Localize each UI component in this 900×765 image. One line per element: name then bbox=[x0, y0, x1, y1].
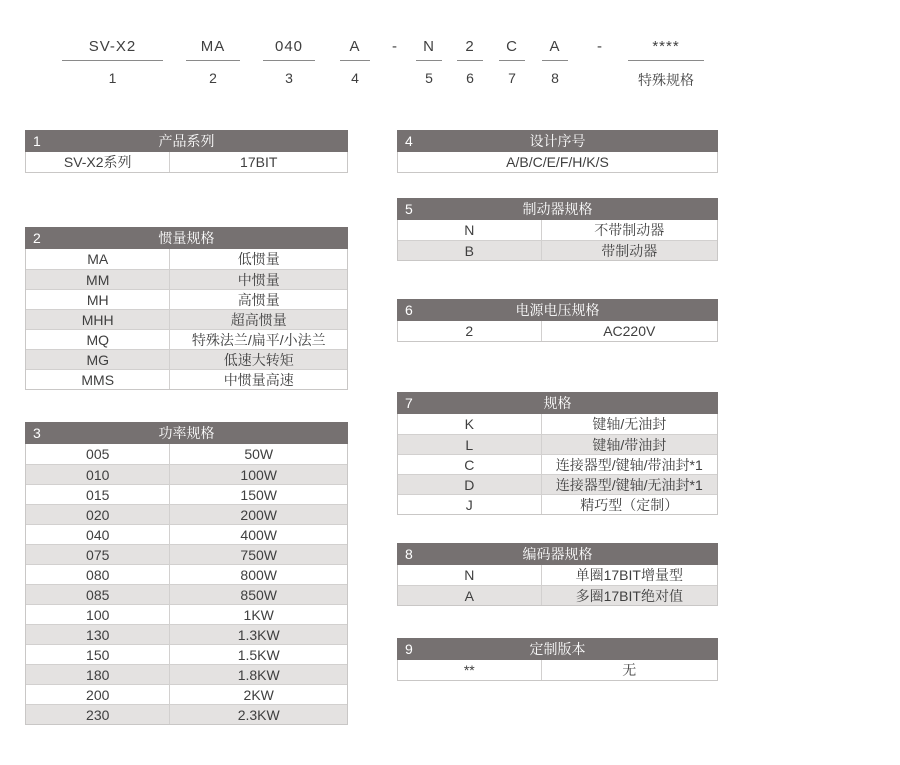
table-cell: 2.3KW bbox=[237, 707, 280, 723]
table-body bbox=[397, 414, 718, 515]
table-row bbox=[26, 624, 347, 644]
table-number: 2 bbox=[33, 230, 41, 246]
table-row bbox=[26, 644, 347, 664]
table-cell: 1.3KW bbox=[237, 627, 280, 643]
code-number: 特殊规格 bbox=[638, 72, 694, 88]
table-cell: 中惯量 bbox=[237, 272, 280, 288]
code-number: 8 bbox=[551, 70, 559, 86]
table-cell: 键轴/带油封 bbox=[592, 437, 667, 453]
table-row bbox=[26, 309, 347, 329]
table-row bbox=[26, 329, 347, 349]
table-body bbox=[25, 152, 348, 173]
table-row bbox=[26, 504, 347, 524]
table-cell: J bbox=[398, 495, 542, 514]
table-cell: 1.5KW bbox=[237, 647, 280, 663]
code-segment bbox=[499, 34, 525, 86]
table-title: 定制版本 bbox=[529, 641, 586, 657]
table-cell: 低速大转矩 bbox=[223, 352, 294, 368]
code-number: 4 bbox=[351, 70, 359, 86]
table-body bbox=[397, 152, 718, 173]
table-body bbox=[25, 444, 348, 725]
table-row bbox=[398, 660, 717, 680]
table-header bbox=[397, 299, 718, 321]
table-cell: AC220V bbox=[603, 323, 656, 339]
code-text: MA bbox=[186, 34, 240, 61]
table-cell: 低惯量 bbox=[237, 251, 280, 267]
table-row bbox=[398, 414, 717, 434]
table-cell: 键轴/无油封 bbox=[592, 416, 667, 432]
table-cell: 130 bbox=[26, 625, 170, 644]
table-cell: 100 bbox=[26, 605, 170, 624]
table-row bbox=[398, 240, 717, 260]
table-cell: MMS bbox=[26, 370, 170, 389]
table-number: 9 bbox=[405, 641, 413, 657]
table-cell: 080 bbox=[26, 565, 170, 584]
table-row bbox=[26, 249, 347, 269]
table-header bbox=[25, 227, 348, 249]
table-cell: 1.8KW bbox=[237, 667, 280, 683]
table-title: 编码器规格 bbox=[522, 546, 593, 562]
table-number: 8 bbox=[405, 546, 413, 562]
table-title: 规格 bbox=[543, 395, 572, 411]
table-row bbox=[26, 704, 347, 724]
table-shaft-spec bbox=[397, 392, 718, 515]
table-cell: N bbox=[398, 565, 542, 585]
table-product-series bbox=[25, 130, 348, 173]
table-number: 1 bbox=[33, 133, 41, 149]
table-cell: 085 bbox=[26, 585, 170, 604]
table-title: 制动器规格 bbox=[522, 201, 593, 217]
table-row bbox=[398, 494, 717, 514]
code-number: 1 bbox=[108, 70, 117, 86]
table-cell: MA bbox=[26, 249, 170, 269]
code-segment bbox=[186, 34, 240, 86]
table-cell: 单圈17BIT增量型 bbox=[575, 567, 683, 583]
table-title: 设计序号 bbox=[529, 133, 586, 149]
code-text: A bbox=[340, 34, 370, 61]
table-cell: 50W bbox=[244, 446, 274, 462]
code-number: 7 bbox=[508, 70, 516, 86]
table-row bbox=[26, 604, 347, 624]
table-cell: 150W bbox=[240, 487, 277, 503]
table-cell: 180 bbox=[26, 665, 170, 684]
code-segment bbox=[340, 34, 370, 86]
code-number: 5 bbox=[425, 70, 433, 86]
table-row bbox=[26, 289, 347, 309]
code-number: 3 bbox=[285, 70, 293, 86]
table-header bbox=[25, 130, 348, 152]
table-row bbox=[398, 565, 717, 585]
table-number: 4 bbox=[405, 133, 413, 149]
code-segment bbox=[416, 34, 442, 86]
table-cell: 超高惯量 bbox=[230, 312, 287, 328]
table-cell: N bbox=[398, 220, 542, 240]
code-segment bbox=[62, 34, 163, 86]
table-number: 7 bbox=[405, 395, 413, 411]
table-cell: 200W bbox=[240, 507, 277, 523]
table-header bbox=[397, 543, 718, 565]
table-design-serial bbox=[397, 130, 718, 173]
table-cell: 1KW bbox=[243, 607, 274, 623]
table-cell: MQ bbox=[26, 330, 170, 349]
code-text: 040 bbox=[263, 34, 315, 61]
code-separator bbox=[593, 34, 607, 60]
table-cell: 750W bbox=[240, 547, 277, 563]
table-row bbox=[398, 454, 717, 474]
table-header bbox=[397, 392, 718, 414]
table-body bbox=[397, 321, 718, 342]
table-cell: D bbox=[398, 475, 542, 494]
table-row bbox=[398, 434, 717, 454]
table-cell: 015 bbox=[26, 485, 170, 504]
table-cell: ** bbox=[398, 660, 542, 680]
table-title: 功率规格 bbox=[158, 425, 215, 441]
table-header bbox=[25, 422, 348, 444]
table-cell: 17BIT bbox=[240, 154, 278, 170]
table-row bbox=[398, 585, 717, 605]
code-separator bbox=[388, 34, 402, 60]
table-cell: 850W bbox=[240, 587, 277, 603]
table-cell: 800W bbox=[240, 567, 277, 583]
table-row bbox=[26, 484, 347, 504]
table-custom-version bbox=[397, 638, 718, 681]
table-number: 3 bbox=[33, 425, 41, 441]
table-cell: 连接器型/键轴/无油封*1 bbox=[555, 477, 703, 493]
table-number: 6 bbox=[405, 302, 413, 318]
table-cell: 230 bbox=[26, 705, 170, 724]
table-cell: MG bbox=[26, 350, 170, 369]
code-text: **** bbox=[628, 34, 704, 61]
code-text: 2 bbox=[457, 34, 483, 61]
table-row bbox=[26, 349, 347, 369]
code-segment bbox=[457, 34, 483, 86]
table-row bbox=[26, 584, 347, 604]
table-header bbox=[397, 638, 718, 660]
table-row bbox=[26, 684, 347, 704]
table-title: 产品系列 bbox=[158, 133, 215, 149]
table-body bbox=[397, 220, 718, 261]
table-cell: MH bbox=[26, 290, 170, 309]
code-number: 2 bbox=[209, 70, 217, 86]
table-row bbox=[26, 524, 347, 544]
table-cell: 不带制动器 bbox=[594, 222, 665, 238]
table-row bbox=[26, 464, 347, 484]
table-title: 惯量规格 bbox=[158, 230, 215, 246]
table-row bbox=[398, 321, 717, 341]
table-cell: 400W bbox=[240, 527, 277, 543]
table-cell: 2KW bbox=[243, 687, 274, 703]
table-title: 电源电压规格 bbox=[515, 302, 600, 318]
code-text: A bbox=[542, 34, 568, 61]
code-text: - bbox=[597, 38, 603, 55]
table-cell: 精巧型（定制） bbox=[580, 497, 679, 513]
code-text: C bbox=[499, 34, 525, 61]
table-cell: 连接器型/键轴/带油封*1 bbox=[555, 457, 703, 473]
table-body bbox=[397, 565, 718, 606]
table-inertia-spec bbox=[25, 227, 348, 390]
table-row bbox=[26, 664, 347, 684]
table-row bbox=[26, 564, 347, 584]
table-cell: 高惯量 bbox=[237, 292, 280, 308]
table-row bbox=[26, 544, 347, 564]
table-cell: C bbox=[398, 455, 542, 474]
code-text: SV-X2 bbox=[62, 34, 163, 61]
table-cell: 150 bbox=[26, 645, 170, 664]
table-row bbox=[398, 220, 717, 240]
table-cell: 2 bbox=[398, 321, 542, 341]
table-cell: A/B/C/E/F/H/K/S bbox=[506, 154, 609, 170]
table-cell: 带制动器 bbox=[601, 243, 658, 259]
table-cell: 005 bbox=[26, 444, 170, 464]
table-cell: 中惯量高速 bbox=[223, 372, 294, 388]
table-row bbox=[398, 152, 717, 172]
table-cell: MHH bbox=[26, 310, 170, 329]
table-cell: 075 bbox=[26, 545, 170, 564]
table-header bbox=[397, 198, 718, 220]
table-header bbox=[397, 130, 718, 152]
code-segment bbox=[542, 34, 568, 86]
code-number: 6 bbox=[466, 70, 474, 86]
table-cell: 010 bbox=[26, 465, 170, 484]
table-row bbox=[26, 152, 347, 172]
code-text: - bbox=[392, 38, 398, 55]
table-encoder-spec bbox=[397, 543, 718, 606]
table-cell: 020 bbox=[26, 505, 170, 524]
code-text: N bbox=[416, 34, 442, 61]
table-row bbox=[26, 444, 347, 464]
code-segment bbox=[628, 34, 704, 90]
table-brake-spec bbox=[397, 198, 718, 261]
table-cell: 200 bbox=[26, 685, 170, 704]
table-cell: K bbox=[398, 414, 542, 434]
table-cell: 无 bbox=[622, 662, 637, 678]
table-cell: L bbox=[398, 435, 542, 454]
table-cell: 040 bbox=[26, 525, 170, 544]
table-cell: A bbox=[398, 586, 542, 605]
table-cell: 多圈17BIT绝对值 bbox=[575, 588, 683, 604]
table-voltage-spec bbox=[397, 299, 718, 342]
code-segment bbox=[263, 34, 315, 86]
table-row bbox=[26, 269, 347, 289]
table-row bbox=[26, 369, 347, 389]
table-cell: B bbox=[398, 241, 542, 260]
table-cell: 特殊法兰/扁平/小法兰 bbox=[191, 332, 326, 348]
table-number: 5 bbox=[405, 201, 413, 217]
table-body bbox=[397, 660, 718, 681]
table-cell: MM bbox=[26, 270, 170, 289]
table-row bbox=[398, 474, 717, 494]
table-cell: SV-X2系列 bbox=[26, 152, 170, 172]
table-cell: 100W bbox=[240, 467, 277, 483]
table-body bbox=[25, 249, 348, 390]
table-power-spec bbox=[25, 422, 348, 725]
